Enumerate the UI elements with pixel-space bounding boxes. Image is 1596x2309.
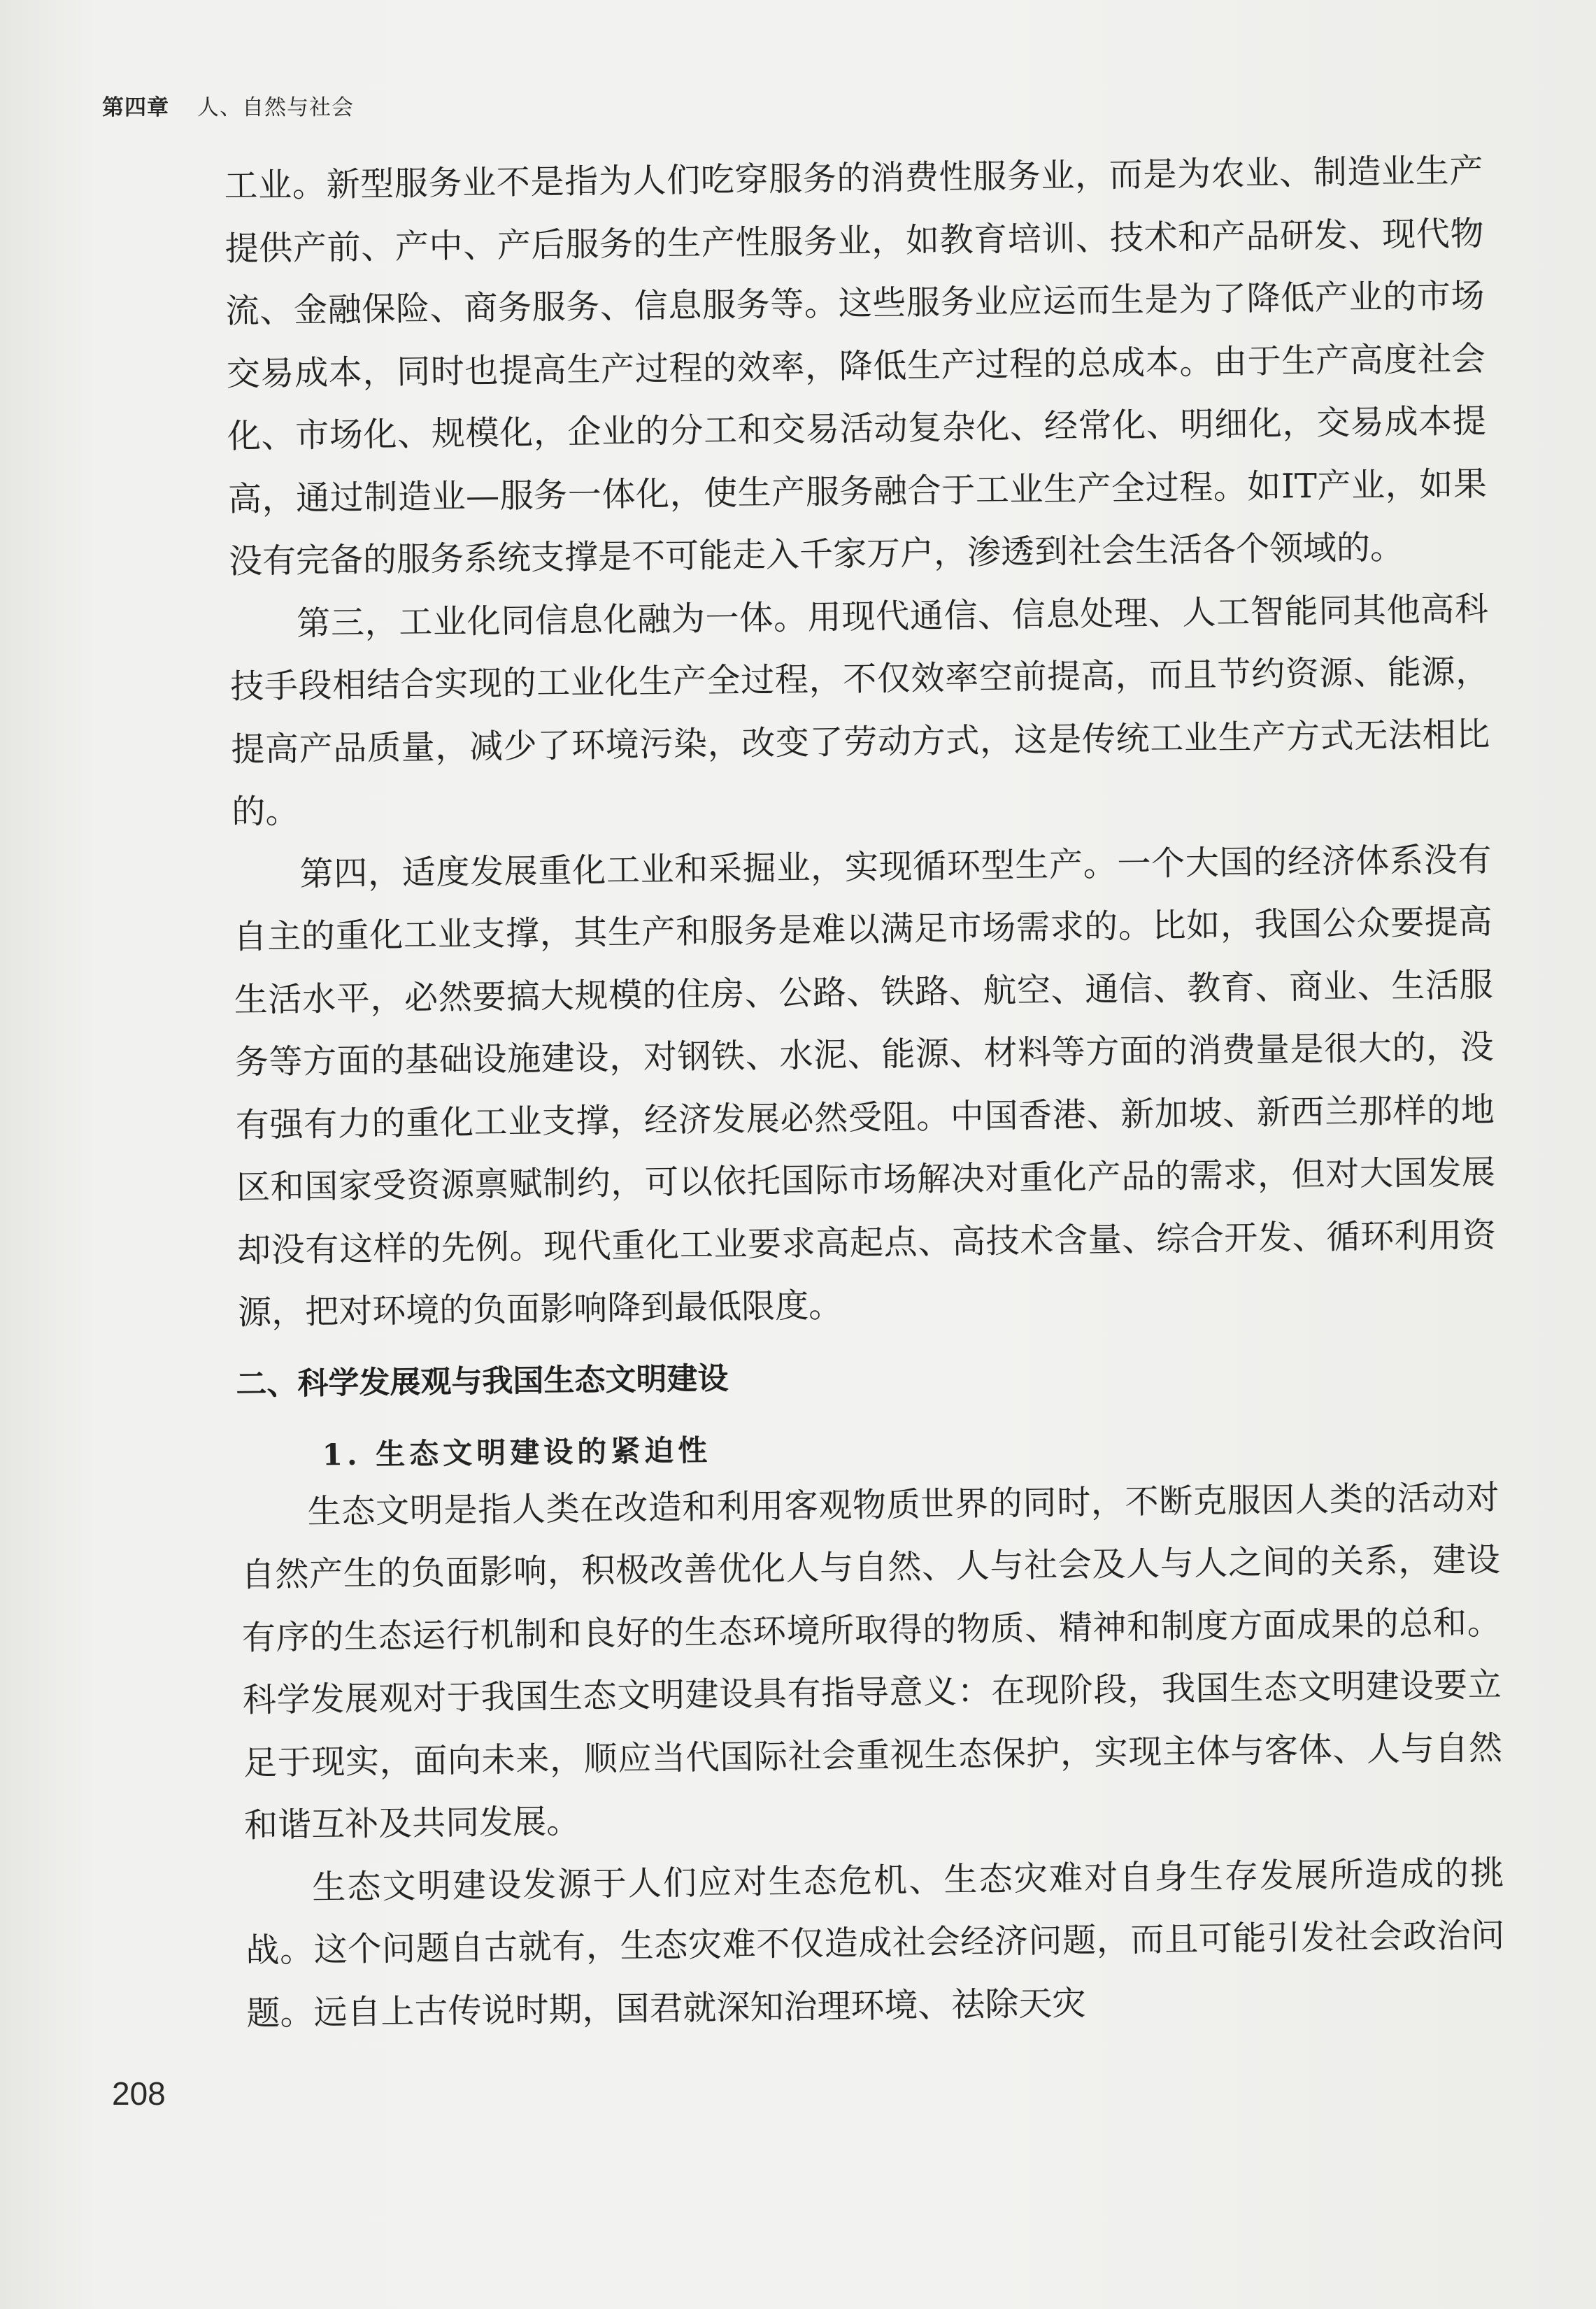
paragraph: 第三，工业化同信息化融为一体。用现代通信、信息处理、人工智能同其他高科技手段相结合实现的工业化生产全过程，不仅效率空前提高，而且节约资源、能源，提高产品质量，减少了环境污染，改变了劳动方式，这是传统工业生产方式无法相比的。 (229, 589, 1490, 832)
page-number: 208 (112, 2075, 166, 2112)
paragraph: 第四，适度发展重化工业和采掘业，实现循环型生产。一个大国的经济体系没有自主的重化工业支撑，其生产和服务是难以满足市场需求的。比如，我国公众要提高生活水平，必然要搞大规模的住房、公路、铁路、航空、通信、教育、商业、生活服务等方面的基础设施建设，对钢铁、水泥、能源、材料等方面的消费量是很大的，没有强有力的重化工业支撑，经济发展必然受阻。中国香港、新加坡、新西兰那样的地区和国家受资源禀赋制约，可以依托国际市场解决对重化产品的需求，但对大国发展却没有这样的先例。现代重化工业要求高起点、高技术含量、综合开发、循环利用资源，把对环境的负面影响降到最低限度。 (233, 839, 1497, 1333)
sub-heading: 1. 生态文明建设的紧迫性 (322, 1433, 712, 1472)
section-heading: 二、科学发展观与我国生态文明建设 (236, 1360, 729, 1402)
body-text (224, 140, 1506, 2045)
running-header (102, 90, 354, 121)
paragraph: 生态文明建设发源于人们应对生态危机、生态灾难对自身生存发展所造成的挑战。这个问题自古就有，生态灾难不仅造成社会经济问题，而且可能引发社会政治问题。远自上古传说时期，国君就深知治理环境、祛除天灾 (245, 1853, 1505, 2033)
paragraph: 生态文明是指人类在改造和利用客观物质世界的同时，不断克服因人类的活动对自然产生的负面影响，积极改善优化人与自然、人与社会及人与人之间的关系，建设有序的生态运行机制和良好的生态环境所取得的物质、精神和制度方面成果的总和。科学发展观对于我国生态文明建设具有指导意义：在现阶段，我国生态文明建设要立足于现实，面向未来，顺应当代国际社会重视生态保护，实现主体与客体、人与自然和谐互补及共同发展。 (241, 1477, 1503, 1845)
paragraph: 工业。新型服务业不是指为人们吃穿服务的消费性服务业，而是为农业、制造业生产提供产前、产中、产后服务的生产性服务业，如教育培训、技术和产品研发、现代物流、金融保险、商务服务、信息服务等。这些服务业应运而生是为了降低产业的市场交易成本，同时也提高生产过程的效率，降低生产过程的总成本。由于生产高度社会化、市场化、规模化，企业的分工和交易活动复杂化、经常化、明细化，交易成本提高，通过制造业—服务一体化，使生产服务融合于工业生产全过程。如IT产业，如果没有完备的服务系统支撑是不可能走入千家万户，渗透到社会生活各个领域的。 (224, 151, 1488, 581)
chapter-title: 人、自然与社会 (197, 95, 354, 120)
chapter-number: 第四章 (102, 95, 169, 120)
